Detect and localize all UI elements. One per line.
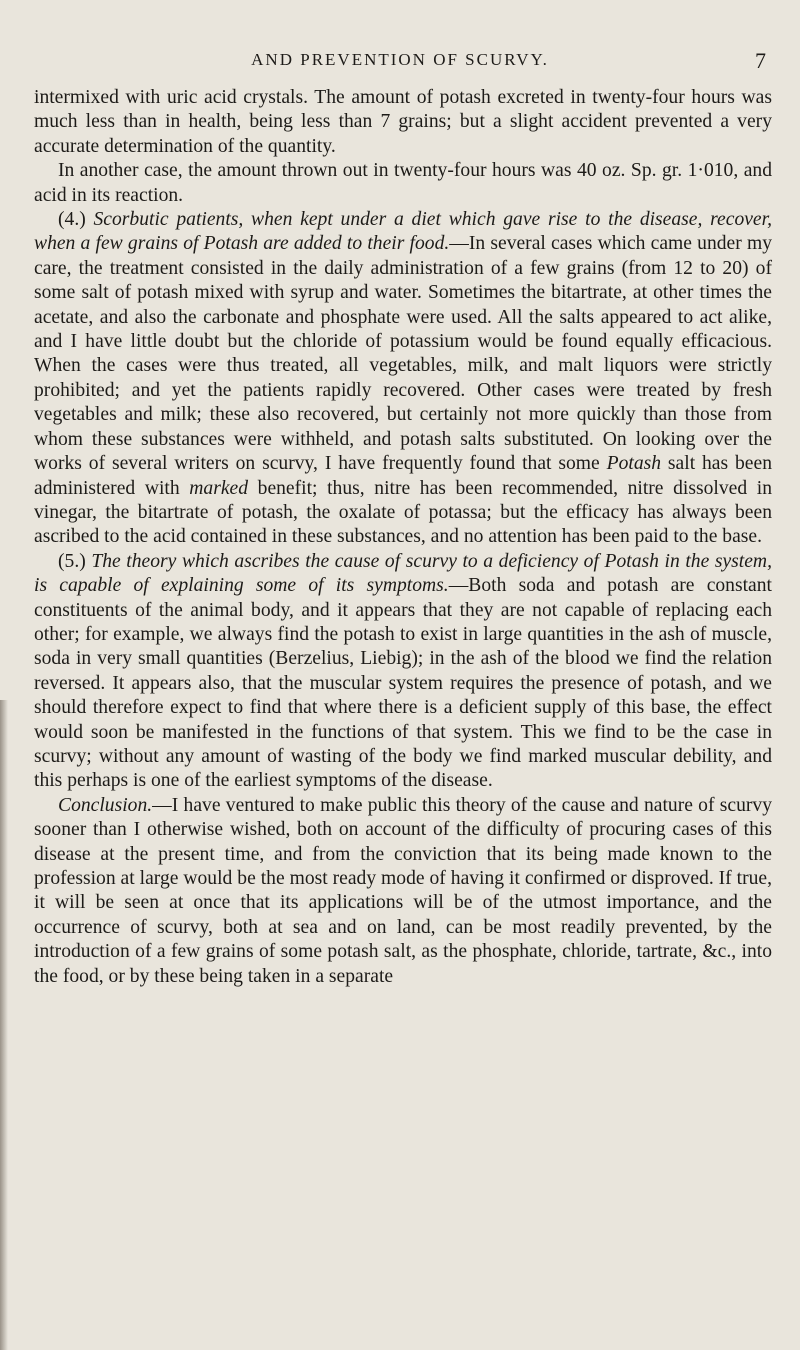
paragraph-section-5 (34, 550, 772, 794)
running-title: AND PREVENTION OF SCURVY. (251, 50, 549, 69)
paragraph-continuation (34, 86, 772, 159)
paragraph-text: In another case, the amount thrown out in twenty-four hours was 40 oz. Sp. gr. 1·010, and acid in its reaction. (34, 160, 772, 206)
paragraph-section-4 (34, 208, 772, 550)
binding-shadow (0, 700, 8, 1350)
paragraph-text: salt has been administered with (34, 453, 773, 499)
section-heading: The theory which ascribes the cause of scurvy to a deficiency of Potash in the system, is capable of explaining some of its symptoms. (34, 550, 772, 597)
paragraph-urine-case (34, 159, 772, 208)
section-heading: Scorbutic patients, when kept under a diet which gave rise to the disease, recover, when a few grains of Potash are added to their food. (34, 209, 772, 255)
section-number: (4.) (58, 209, 94, 231)
section-number: (5.) (58, 550, 92, 572)
body-text (34, 86, 772, 989)
section-heading: Conclusion. (58, 794, 153, 816)
paragraph-text: —Both soda and potash are constant constituents of the animal body, and it appears that they are not capable of replacing each other; for example, we always find the potash to exist in large quantities in the ash of muscle, soda in very small quantities (Berzelius, Liebig); in the ash of the blood we find the relation reversed. It appears also, that the muscular system requires the presence of potash, and we should therefore expect to find that where there is a deficient supply of this base, the effect would soon be manifested in the functions of that system. This we find to be the case in scurvy; without any amount of wasting of the body we find marked muscular debility, and this perhaps is one of the earliest symptoms of the disease. (34, 575, 772, 792)
italic-term: marked (189, 477, 249, 499)
paragraph-text: —In several cases which came under my care, the treatment consisted in the daily administration of a few grains (from 12 to 20) of some salt of potash mixed with syrup and water. Sometimes the bitartrate, at other times the acetate, and also the carbonate and phosphate were used. All the salts appeared to act alike, and I have little doubt but the chloride of potassium would be found equally efficacious. When the cases were thus treated, all vegetables, milk, and malt liquors were strictly prohibited; and yet the patients rapidly recovered. Other cases were treated by fresh vegetables and milk; these also recovered, but certainly not more quickly than those from whom these substances were withheld, and potash salts substituted. On looking over the works of several writers on scurvy, I have frequently found that some (34, 233, 772, 475)
paragraph-text: —I have ventured to make public this theory of the cause and nature of scurvy sooner than I otherwise wished, both on account of the difficulty of procuring cases of this disease at the present time, and from the conviction that its being made known to the profession at large would be the most ready mode of having it confirmed or disproved. If true, it will be seen at once that its applications will be of the utmost importance, and the occurrence of scurvy, both at sea and on land, can be most readily prevented, by the introduction of a few grains of some potash salt, as the phosphate, chloride, tartrate, &c., into the food, or by these being taken in a separate (34, 794, 772, 987)
running-head (34, 48, 766, 78)
italic-term: Potash (606, 453, 662, 475)
paragraph-text: benefit; thus, nitre has been recommended, nitre dissolved in vinegar, the bitartrate of potash, the oxalate of potassa; but the efficacy has always been ascribed to the acid contained in these substances, and no attention has been paid to the base. (34, 477, 772, 548)
paragraph-text: intermixed with uric acid crystals. The amount of potash excreted in twenty-four hours was much less than in health, being less than 7 grains; but a slight accident prevented a very accurate determination of the quantity. (34, 87, 772, 157)
paragraph-conclusion (34, 794, 772, 989)
page-number: 7 (755, 48, 766, 73)
